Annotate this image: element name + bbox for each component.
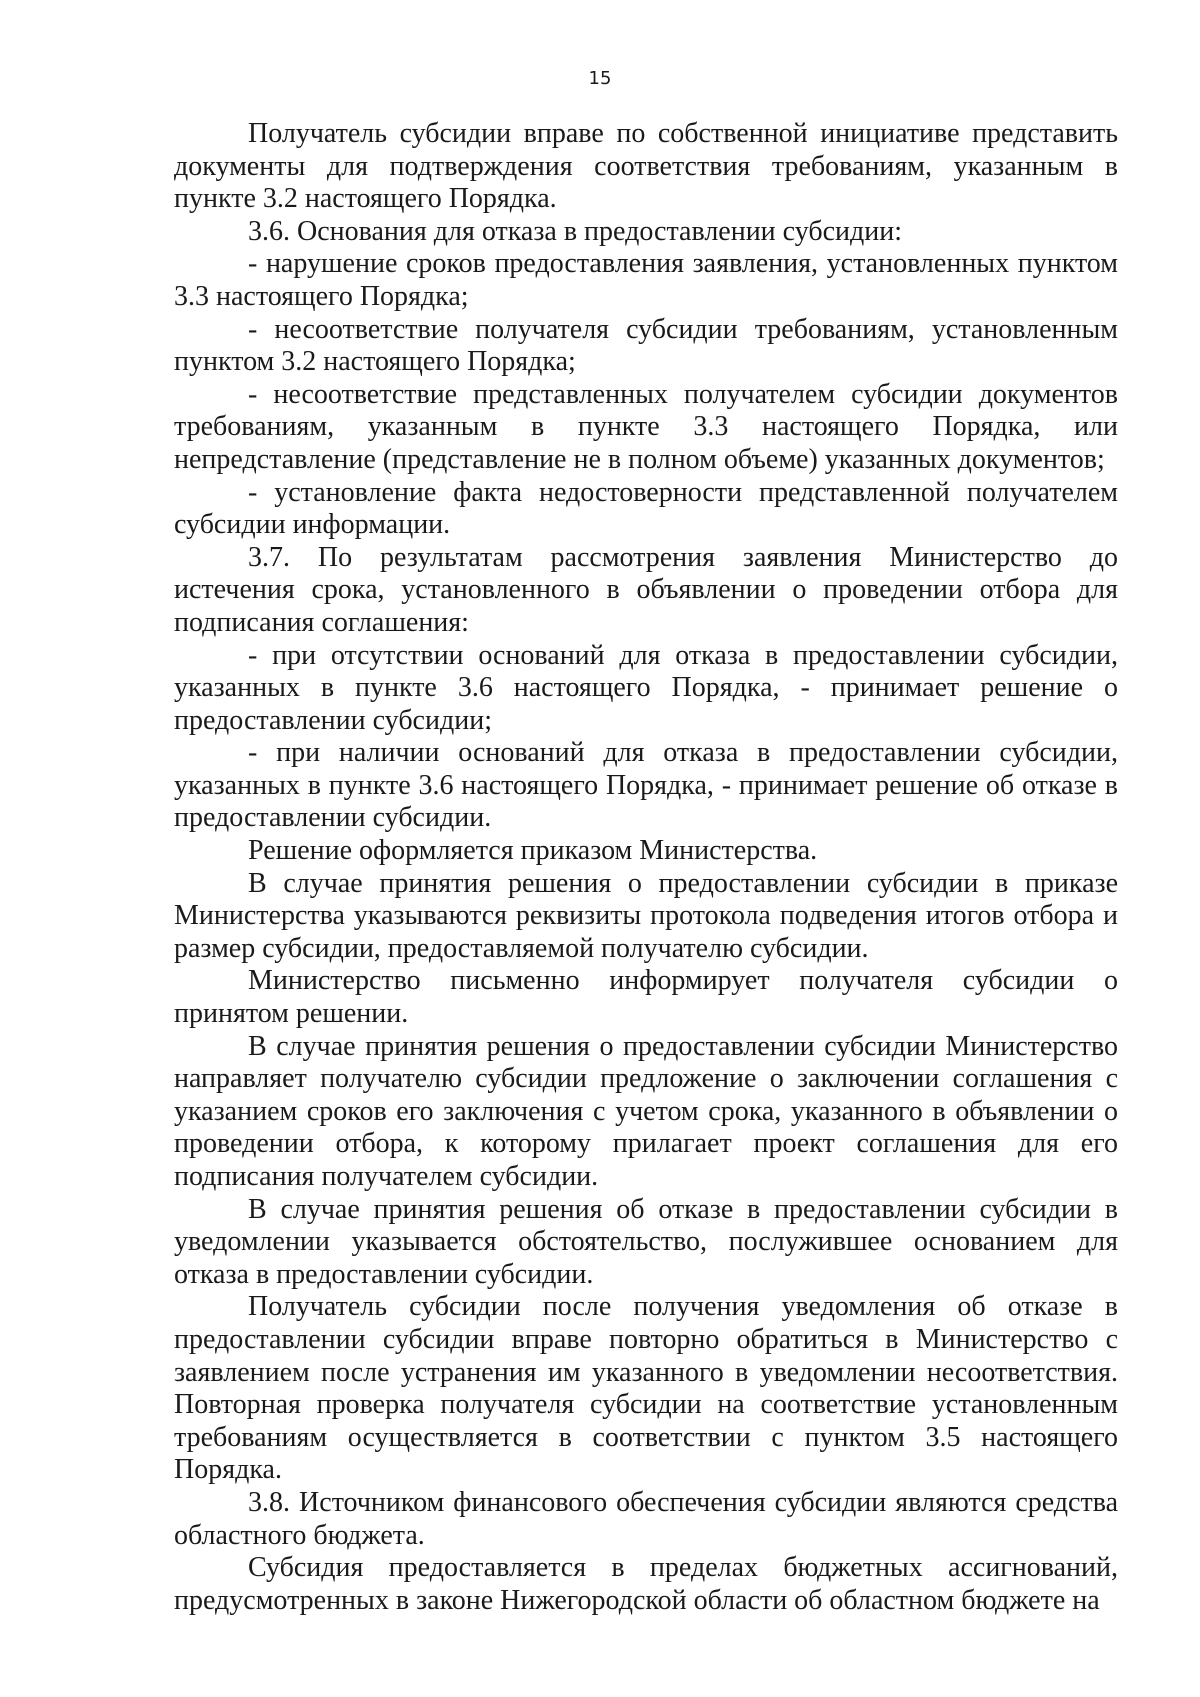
paragraph: - установление факта недостоверности представленной получателем субсидии информации. (174, 476, 1118, 541)
paragraph: В случае принятия решения об отказе в предоставлении субсидии в уведомлении указывается обстоятельство, послужившее основанием для отказа в предоставлении субсидии. (174, 1193, 1118, 1290)
paragraph: - при отсутствии оснований для отказа в предоставлении субсидии, указанных в пункте 3.6 настоящего Порядка, - принимает решение о предоставлении субсидии; (174, 639, 1118, 736)
paragraph: Министерство письменно информирует получателя субсидии о принятом решении. (174, 965, 1118, 1030)
paragraph: Субсидия предоставляется в пределах бюджетных ассигнований, предусмотренных в законе Нижегородской области об областном бюджете на (174, 1552, 1118, 1616)
paragraph: В случае принятия решения о предоставлении субсидии Министерство направляет получателю субсидии предложение о заключении соглашения с указанием сроков его заключения с учетом срока, указанного в объявлении о проведении отбора, к которому прилагает проект соглашения для его подписания получателем субсидии. (174, 1030, 1118, 1192)
paragraph: - несоответствие представленных получателем субсидии документов требованиям, указанным в пункте 3.3 настоящего Порядка, или непредставление (представление не в полном объеме) указанных документов; (174, 378, 1118, 475)
paragraph: - нарушение сроков предоставления заявления, установленных пунктом 3.3 настоящего Порядка; (174, 248, 1118, 312)
paragraph: 3.6. Основания для отказа в предоставлении субсидии: (248, 215, 903, 247)
page-number: 15 (588, 68, 612, 89)
paragraph: 3.8. Источником финансового обеспечения субсидии являются средства областного бюджета. (174, 1486, 1118, 1551)
paragraph: 3.7. По результатам рассмотрения заявления Министерство до истечения срока, установленного в объявлении о проведении отбора для подписания соглашения: (174, 541, 1118, 638)
paragraph: Получатель субсидии после получения уведомления об отказе в предоставлении субсидии вправе повторно обратиться в Министерство с заявлением после устранения им указанного в уведомлении несоответствия. Повторная проверка получателя субсидии на соответствие установленным требованиям осуществляется в соответствии с пунктом 3.5 настоящего Порядка. (174, 1291, 1118, 1486)
paragraph: В случае принятия решения о предоставлении субсидии в приказе Министерства указываются реквизиты протокола подведения итогов отбора и размер субсидии, предоставляемой получателю субсидии. (174, 867, 1118, 964)
paragraph: Получатель субсидии вправе по собственной инициативе представить документы для подтверждения соответствия требованиям, указанным в пункте 3.2 настоящего Порядка. (174, 118, 1118, 215)
paragraph: - несоответствие получателя субсидии требованиям, установленным пунктом 3.2 настоящего Порядка; (174, 313, 1118, 378)
paragraph: Решение оформляется приказом Министерства. (248, 835, 818, 867)
document-body (174, 118, 1118, 1617)
paragraph: - при наличии оснований для отказа в предоставлении субсидии, указанных в пункте 3.6 настоящего Порядка, - принимает решение об отказе в предоставлении субсидии. (174, 737, 1118, 834)
